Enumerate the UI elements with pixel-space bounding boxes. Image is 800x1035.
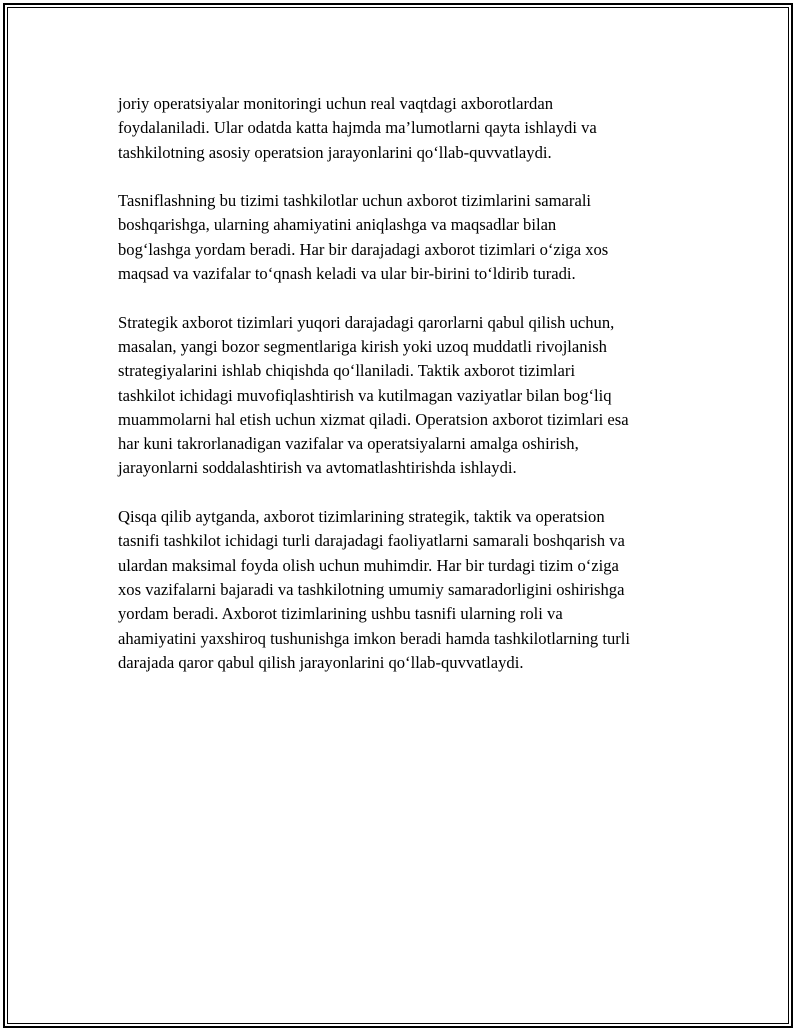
document-body — [118, 92, 698, 699]
paragraph-1: joriy operatsiyalar monitoringi uchun real vaqtdagi axborotlardan foydalaniladi. Ular odatda katta hajmda ma’lumotlarni qayta ishlaydi va tashkilotning asosiy operatsion jarayonlarini qo‘llab-quvvatlaydi. — [118, 94, 597, 162]
paragraph-3: Strategik axborot tizimlari yuqori darajadagi qarorlarni qabul qilish uchun, masalan, yangi bozor segmentlariga kirish yoki uzoq muddatli rivojlanish strategiyalarini ishlab chiqishda qo‘llaniladi. Taktik axborot tizimlari tashkilot ichidagi muvofiqlashtirish va kutilmagan vaziyatlar bilan bog‘liq muammolarni hal etish uchun xizmat qiladi. Operatsion axborot tizimlari esa har kuni takrorlanadigan vazifalar va operatsiyalarni amalga oshirish, jarayonlarni soddalashtirish va avtomatlashtirishda ishlaydi. — [118, 312, 629, 478]
paragraph-2: Tasniflashning bu tizimi tashkilotlar uchun axborot tizimlarini samarali boshqarishga, ularning ahamiyatini aniqlashga va maqsadlar bilan bog‘lashga yordam beradi. Har bir darajadagi axborot tizimlari o‘ziga xos maqsad va vazifalar to‘qnash keladi va ular bir-birini to‘ldirib turadi. — [118, 191, 609, 284]
paragraph-4: Qisqa qilib aytganda, axborot tizimlarining strategik, taktik va operatsion tasnifi tashkilot ichidagi turli darajadagi faoliyatlarni samarali boshqarish va ulardan maksimal foyda olish uchun muhimdir. Har bir turdagi tizim o‘ziga xos vazifalarni bajaradi va tashkilotning umumiy samaradorligini oshirishga yordam beradi. Axborot tizimlarining ushbu tasnifi ularning roli va ahamiyatini yaxshiroq tushunishga imkon beradi hamda tashkilotlarning turli darajada qaror qabul qilish jarayonlarini qo‘llab-quvvatlaydi. — [118, 507, 631, 672]
